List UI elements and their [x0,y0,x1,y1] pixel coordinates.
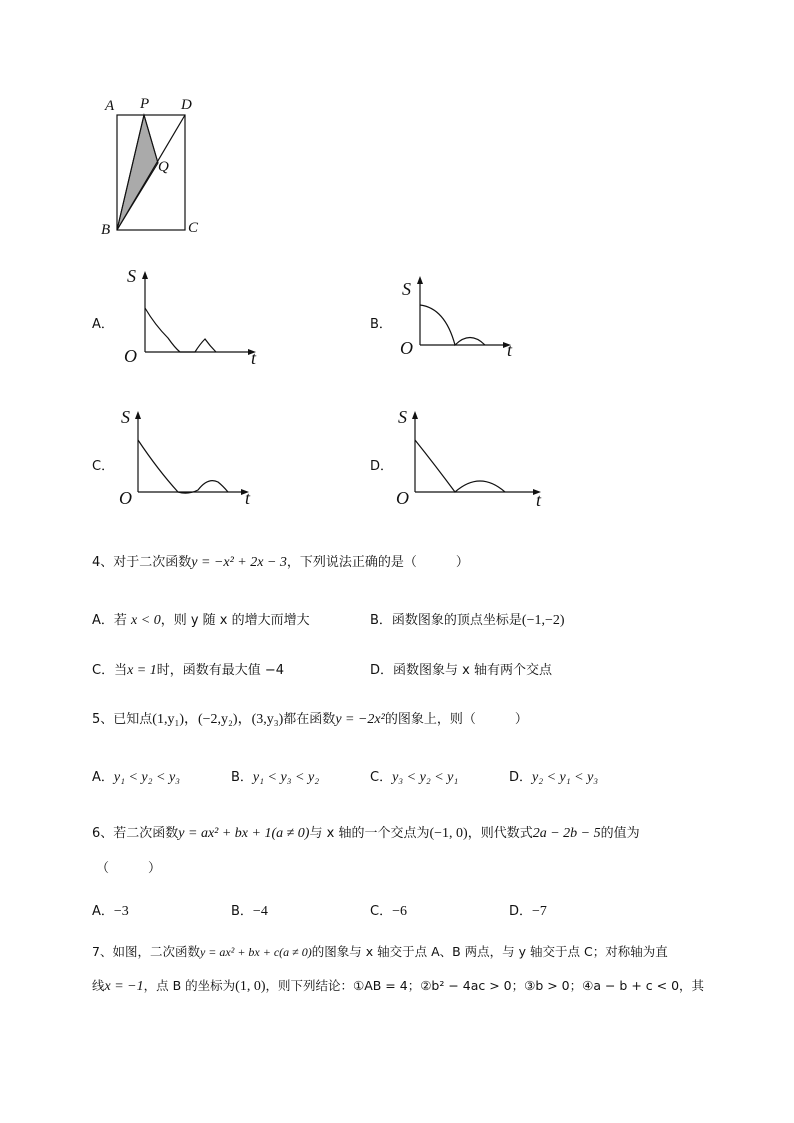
q5-prefix: 5、已知点 [92,712,153,727]
q4-suffix: ，下列说法正确的是（ ） [286,555,469,570]
axis-t-c: t [245,488,251,508]
axis-s-b: S [402,279,411,299]
q5-choice-a-label: A． [92,770,114,785]
q5-choice-d-math: y₂ < y₁ < y₃ [532,770,599,785]
q6-choice-a-math: −3 [113,904,129,919]
q7-line2-middle: ，点 B 的坐标为 [143,978,236,993]
q6-choice-d[interactable] [509,900,547,920]
q6-prefix: 6、若二次函数 [92,826,179,841]
q4-choice-a-label: A．若 [92,613,127,628]
graph-d-curve [415,440,505,492]
q4-formula: y = −x² + 2x − 3 [191,555,287,570]
q7-line2-prefix: 线 [92,978,105,993]
q5-suffix: 的图象上，则（ ） [384,712,528,727]
graph-c-curve [138,440,228,493]
q5-choice-d[interactable] [509,766,598,786]
q4-choice-b-label: B．函数图象的顶点坐标是 [370,613,522,628]
q5-points: (1,y₁)，(−2,y₂)，(3,y₃) [152,712,284,727]
q4-choice-a-rest: ，则 y 随 x 的增大而增大 [160,613,310,628]
option-letter-c: C． [92,459,115,474]
label-c: C [188,220,199,236]
label-d: D [181,97,192,113]
axis-o-a: O [124,346,137,366]
q5-choice-d-label: D． [509,770,533,785]
q4-choice-c-label: C．当 [92,663,128,678]
q4-choice-b[interactable] [370,609,565,629]
q6-choice-c[interactable] [370,900,407,920]
q5-choice-c-label: C． [370,770,393,785]
q6-stem [92,822,640,842]
graph-a-curve [145,308,216,352]
shaded-triangle-bpq [117,115,158,230]
q7-line2 [92,976,704,995]
option-letter-a: A． [92,317,114,332]
label-p: P [140,96,150,112]
q6-paren: （ ） [96,861,162,876]
diagonal-bd [117,115,185,230]
option-letter-b: B． [370,317,392,332]
q6-choice-d-math: −7 [532,904,547,919]
q5-middle: 都在函数 [283,712,336,727]
q4-choice-b-math: (−1,−2) [521,613,565,628]
q4-choice-d[interactable] [370,659,552,678]
axis-s-a: S [127,266,136,286]
q6-choice-a-label: A． [92,904,114,919]
label-b: B [101,222,111,238]
graph-b-curve [420,305,485,345]
axis-o-d: O [396,488,409,508]
q7-line1 [92,942,668,960]
q6-choice-b-label: B． [231,904,253,919]
q4-choice-a[interactable] [92,609,310,629]
q4-prefix: 4、对于二次函数 [92,555,192,570]
label-a: A [105,98,115,114]
label-q: Q [158,159,169,175]
q6-choice-b[interactable] [231,900,268,920]
q6-suffix: 的值为 [600,826,640,841]
axis-s-d: S [398,407,407,427]
q6-expr: 2a − 2b − 5 [532,826,601,841]
q6-middle2: ，则代数式 [467,826,533,841]
q7-line2-conclusions: ，则下列结论：①AB = 4；②b² − 4ac > 0；③b > 0；④a − b + c < 0，其 [265,978,705,993]
q7-line1-prefix: 7、如图，二次函数 [92,944,200,959]
option-letter-d: D． [370,459,394,474]
q5-choice-a[interactable] [92,766,180,786]
q6-choice-a[interactable] [92,900,129,920]
q6-middle: 与 x 轴的一个交点为 [309,826,430,841]
axis-t-a: t [251,348,257,368]
axis-s-c: S [121,407,130,427]
q7-line1-middle: 的图象与 x 轴交于点 A、B 两点，与 y 轴交于点 C；对称轴为直 [311,944,668,959]
q7-line1-formula: y = ax² + bx + c(a ≠ 0) [199,945,312,959]
q6-choice-d-label: D． [509,904,533,919]
q7-line2-axis: x = −1 [104,979,144,994]
q4-choice-c-rest: 时，函数有最大值 −4 [156,663,285,678]
q6-choice-c-math: −6 [392,904,407,919]
q5-formula: y = −2x² [335,712,385,727]
q5-choice-a-math: y₁ < y₂ < y₃ [113,770,181,785]
q6-choice-c-label: C． [370,904,393,919]
q4-choice-a-math: x < 0 [131,613,161,628]
q5-choice-c[interactable] [370,766,458,786]
q6-formula: y = ax² + bx + 1(a ≠ 0) [178,826,310,841]
axis-o-b: O [400,338,413,358]
axis-o-c: O [119,488,132,508]
q4-choice-c[interactable] [92,659,284,679]
q5-choice-b-label: B． [231,770,253,785]
q5-choice-c-math: y₃ < y₂ < y₁ [392,770,459,785]
q5-choice-b-math: y₁ < y₃ < y₂ [252,770,320,785]
q4-choice-d-label: D．函数图象与 x 轴有两个交点 [370,663,552,678]
q5-choice-b[interactable] [231,766,319,786]
q4-stem [92,551,469,571]
q7-line2-point: (1, 0) [235,979,266,994]
q5-stem [92,708,528,728]
q4-choice-c-math: x = 1 [127,663,157,678]
q6-choice-b-math: −4 [252,904,268,919]
q6-point: (−1, 0) [429,826,468,841]
axis-t-b: t [507,340,513,360]
axis-t-d: t [536,490,542,510]
